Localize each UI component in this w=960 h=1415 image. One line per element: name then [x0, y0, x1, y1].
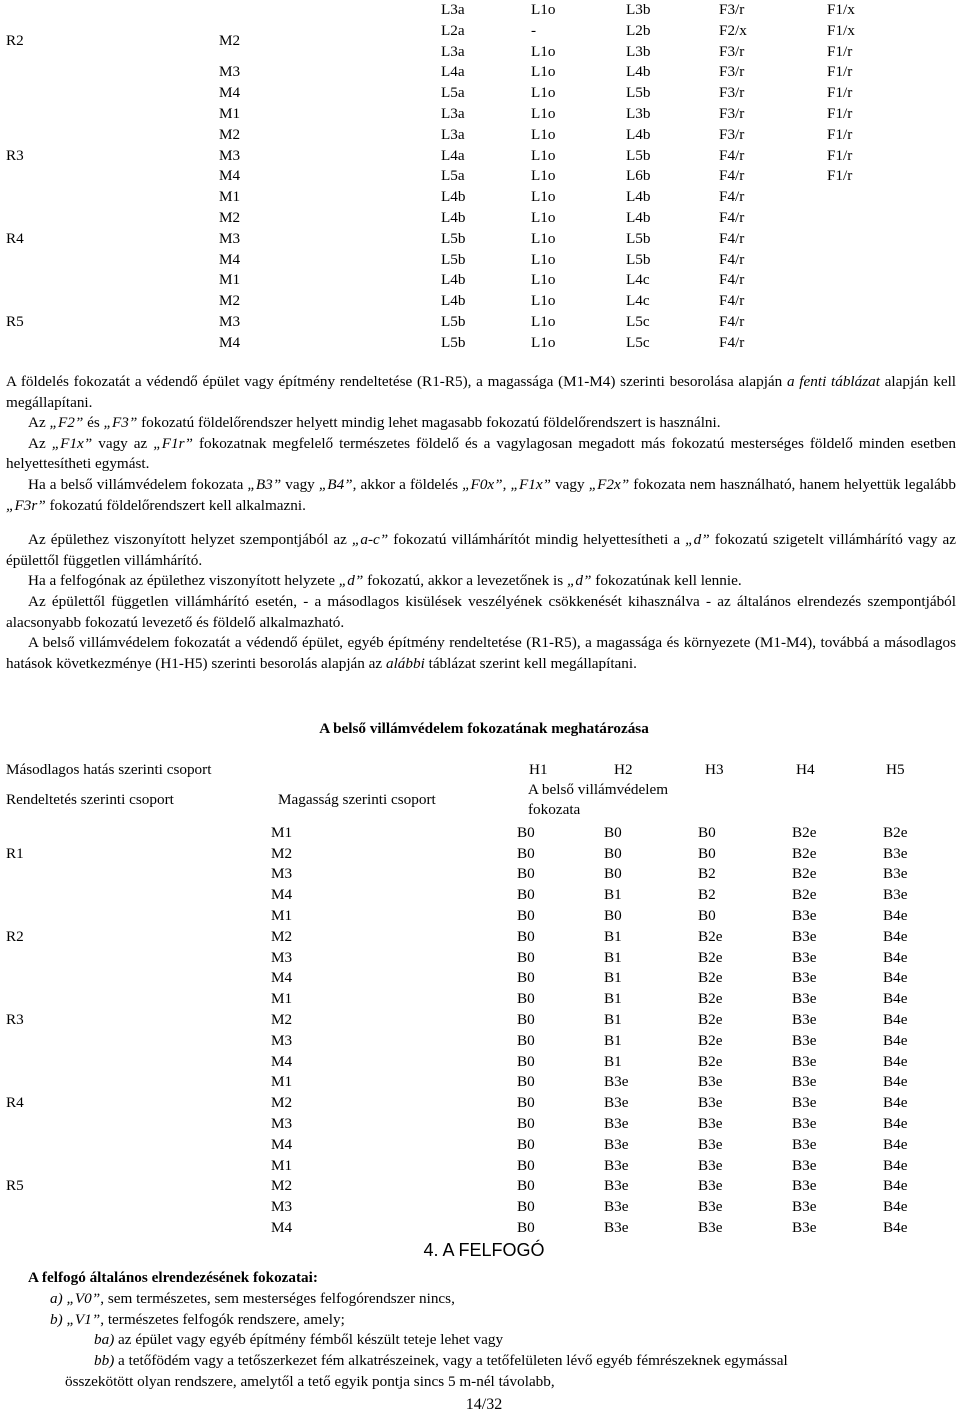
table2-cell: B2e	[792, 823, 817, 841]
receiver-section	[28, 1268, 948, 1393]
header-h2: H2	[614, 761, 633, 778]
table2-cell: B0	[517, 1094, 535, 1112]
table2-cell: B3e	[698, 1073, 723, 1091]
table1-cell: F1/r	[827, 63, 853, 81]
para-grounding-level: A földelés fokozatát a védendő épület vagy építmény rendeltetése (R1-R5), a magassága (M1-M4) szerinti besorolása alapján a fenti táblázat alapján kell megállapítani.	[6, 373, 957, 411]
table1-cell: L1o	[531, 312, 556, 330]
table1-cell: L4b	[626, 208, 651, 226]
table2-cell: B3e	[604, 1094, 629, 1112]
table1-cell: F1/r	[827, 84, 853, 102]
table1-cell: L5a	[441, 84, 465, 102]
table2-cell: B2e	[698, 927, 723, 945]
table2-row	[0, 927, 960, 948]
table1-row	[0, 312, 960, 333]
table2-cell: B1	[604, 969, 622, 987]
table2-cell: M1	[271, 1156, 293, 1174]
table1-row	[0, 270, 960, 291]
table1-row	[0, 42, 960, 63]
table2-cell: B2	[698, 865, 716, 883]
table1-height-label-m2: M2	[219, 32, 241, 49]
table2-cell: B0	[517, 1198, 535, 1216]
table2-row	[0, 1218, 960, 1239]
table1-cell: F3/r	[719, 63, 745, 81]
table1-cell: M2	[219, 292, 241, 310]
table2-cell: B4e	[883, 927, 908, 945]
table1-row	[0, 146, 960, 167]
table2-cell: M4	[271, 1052, 293, 1070]
table1-cell: F4/r	[719, 188, 745, 206]
table2-cell: B0	[517, 1073, 535, 1091]
table1-row	[0, 166, 960, 187]
table2-header-row-2	[0, 781, 960, 823]
table2-cell: B4e	[883, 990, 908, 1008]
table2-row	[0, 885, 960, 906]
table2-cell: B4e	[883, 1052, 908, 1070]
table2-cell: B0	[517, 1177, 535, 1195]
table1-cell: F1/r	[827, 42, 853, 60]
table2-cell: B3e	[698, 1114, 723, 1132]
table2-header-row-1	[0, 760, 960, 781]
table1-cell: L1o	[531, 1, 556, 18]
table1-cell: L1o	[531, 292, 556, 310]
table1-cell: F4/r	[719, 167, 745, 185]
table1-cell: R5	[6, 312, 24, 330]
table1-cell: M3	[219, 312, 241, 330]
table2-cell: R1	[6, 844, 24, 862]
table2-cell: B4e	[883, 906, 908, 924]
table1-row	[0, 229, 960, 250]
table2-cell: B3e	[604, 1177, 629, 1195]
table2-cell: B2e	[698, 1031, 723, 1049]
table2-cell: M2	[271, 1177, 293, 1195]
table1-cell: F4/r	[719, 229, 745, 247]
table2-cell: B0	[517, 927, 535, 945]
table1-cell: L5b	[626, 146, 651, 164]
table2-cell: R5	[6, 1177, 24, 1195]
table2-cell: M3	[271, 1114, 293, 1132]
table1-cell: L3a	[441, 1, 465, 18]
table1-cell: L2b	[626, 21, 651, 39]
table2-cell: B3e	[698, 1135, 723, 1153]
table2-cell: B3e	[604, 1135, 629, 1153]
table2-cell: B0	[517, 906, 535, 924]
table1-cell: F4/r	[719, 312, 745, 330]
table2-cell: B3e	[883, 844, 908, 862]
table2-cell: B3e	[792, 1052, 817, 1070]
table1-cell: F3/r	[719, 42, 745, 60]
table2-cell: M2	[271, 1010, 293, 1028]
table2-row	[0, 989, 960, 1010]
table1-row	[0, 83, 960, 104]
table2-cell: B0	[604, 823, 622, 841]
table2-row	[0, 1010, 960, 1031]
table1-cell: L4a	[441, 63, 465, 81]
table1-cell: L5b	[626, 229, 651, 247]
header-height-group: Magasság szerinti csoport	[278, 790, 436, 808]
table1-cell: L1o	[531, 42, 556, 60]
table1-cell: F4/r	[719, 292, 745, 310]
item-b: b) „V1”, természetes felfogók rendszere, amely;	[50, 1310, 345, 1328]
para-b3-b4: Ha a belső villámvédelem fokozata „B3” vagy „B4”, akkor a földelés „F0x”, „F1x” vagy „F2x” fokozata nem használható, hanem helyettük legalább „F3r” fokozatú földelőrendszert kell alkalmazni.	[6, 475, 956, 514]
table2-cell: B0	[517, 969, 535, 987]
table2-cell: R3	[6, 1010, 24, 1028]
table2-row	[0, 1031, 960, 1052]
table2-cell: B3e	[792, 969, 817, 987]
header-h1: H1	[529, 761, 548, 778]
table2-cell: B3e	[792, 927, 817, 945]
table1-cell: L3a	[441, 42, 465, 60]
table1-cell: L1o	[531, 250, 556, 268]
table2-cell: B3e	[792, 948, 817, 966]
table2-row	[0, 1114, 960, 1135]
table2-cell: B0	[698, 823, 716, 841]
table2-cell: B0	[604, 906, 622, 924]
table2-cell: M2	[271, 844, 293, 862]
table2-cell: B3e	[792, 1073, 817, 1091]
table2-cell: B1	[604, 1010, 622, 1028]
table2-cell: B1	[604, 1052, 622, 1070]
table2-cell: M1	[271, 990, 293, 1008]
table2-title: A belső villámvédelem fokozatának meghatározása	[319, 720, 649, 737]
header-level-line1: A belső villámvédelem	[528, 780, 669, 798]
table1-cell: L4b	[441, 188, 466, 206]
table2-body	[0, 823, 960, 1239]
table2-cell: M3	[271, 948, 293, 966]
table2-cell: B4e	[883, 1073, 908, 1091]
header-purpose-group: Rendeltetés szerinti csoport	[6, 790, 174, 808]
table1-cell: L1o	[531, 188, 556, 206]
table2-row	[0, 968, 960, 989]
table2-cell: B0	[698, 906, 716, 924]
table2-cell: R2	[6, 927, 24, 945]
table1-row	[0, 104, 960, 125]
table1-cell: L4b	[626, 188, 651, 206]
table2-cell: B3e	[792, 1031, 817, 1049]
table1-cell: L4a	[441, 146, 465, 164]
table2-cell: B0	[517, 886, 535, 904]
para-f1x-f1r: Az „F1x” vagy az „F1r” fokozatnak megfelelő természetes földelő és a vagylagosan megadott más fokozatú mesterséges földelő minden esetben helyettesítheti egymást.	[6, 434, 956, 473]
table2-cell: M1	[271, 906, 293, 924]
paragraphs-grounding	[6, 372, 956, 674]
table1-cell: F3/r	[719, 104, 745, 122]
table1-cell: L5b	[441, 229, 466, 247]
table2-cell: M4	[271, 1218, 293, 1236]
para-f2-f3: Az „F2” és „F3” fokozatú földelőrendszer helyett mindig lehet magasabb fokozatú földelőrendszert is használni.	[28, 414, 721, 432]
table1-cell: L3b	[626, 1, 651, 18]
table1-row	[0, 208, 960, 229]
table1-cell: M1	[219, 188, 241, 206]
section-heading: 4. A FELFOGÓ	[423, 1240, 545, 1260]
table2-cell: B1	[604, 1031, 622, 1049]
table2-cell: B0	[604, 844, 622, 862]
table2-cell: B3e	[792, 1094, 817, 1112]
table2-cell: M1	[271, 1073, 293, 1091]
table1-cell: L4b	[441, 292, 466, 310]
table1-cell: M4	[219, 250, 241, 268]
table2-cell: B3e	[792, 1177, 817, 1195]
table2-cell: B4e	[883, 969, 908, 987]
table2-cell: B0	[517, 865, 535, 883]
table1-cell: L5b	[626, 250, 651, 268]
table1-cell: M2	[219, 125, 241, 143]
table2-cell: B1	[604, 948, 622, 966]
table1-cell: -	[531, 21, 537, 39]
table1-row	[0, 125, 960, 146]
table1-cell: F4/r	[719, 333, 745, 351]
table2-cell: B0	[517, 1010, 535, 1028]
table1-cell: L1o	[531, 84, 556, 102]
table2-cell: B3e	[792, 1135, 817, 1153]
table1-cell: L3a	[441, 125, 465, 143]
table1-row	[0, 62, 960, 83]
table2-cell: B0	[517, 1135, 535, 1153]
table1-cell: L5b	[441, 333, 466, 351]
table1-cell: L1o	[531, 271, 556, 289]
table2-cell: B2e	[698, 1052, 723, 1070]
table1-cell: M3	[219, 63, 241, 81]
header-secondary-effect: Másodlagos hatás szerinti csoport	[6, 761, 212, 778]
table2-row	[0, 844, 960, 865]
table1-cell: M4	[219, 333, 241, 351]
item-bb: bb) a tetőfödém vagy a tetőszerkezet fém alkatrészeinek, vagy a tetőfelületen lévő egyéb fémrészeknek egymással	[94, 1352, 788, 1370]
table1-cell: L1o	[531, 146, 556, 164]
table2-row	[0, 864, 960, 885]
table2-row	[0, 1156, 960, 1177]
table2-cell: B3e	[883, 886, 908, 904]
table1-cell: L4b	[626, 125, 651, 143]
table2-cell: B0	[517, 1156, 535, 1174]
table1-cell: F1/r	[827, 146, 853, 164]
table1-group-label-r2: R2	[6, 32, 24, 49]
item-bb-continued: összekötött olyan rendszere, amelytől a tető egyik pontja sincs 5 m-nél távolabb,	[65, 1372, 555, 1390]
para-internal-protection: A belső villámvédelem fokozatát a védendő épület, egyéb építmény rendeltetése (R1-R5), a magassága és környezete (M1-M4), továbbá a másodlagos hatások következménye (H1-H5) szerinti besorolás alapján az alábbi táblázat szerint kell megállapítani.	[6, 634, 956, 672]
table2-cell: B3e	[792, 906, 817, 924]
header-h3: H3	[705, 761, 724, 778]
table1-cell: L1o	[531, 208, 556, 226]
table1-cell: L5b	[441, 250, 466, 268]
table2-cell: B4e	[883, 1010, 908, 1028]
table2-row	[0, 1197, 960, 1218]
table2-cell: M2	[271, 927, 293, 945]
table2-row	[0, 948, 960, 969]
table2-cell: B0	[517, 1052, 535, 1070]
table1-cell: F3/r	[719, 84, 745, 102]
table1-cell: L2a	[441, 21, 465, 39]
table1-row	[0, 333, 960, 354]
table1-cell: M1	[219, 104, 241, 122]
table1-cell: M4	[219, 84, 241, 102]
table2-row	[0, 1093, 960, 1114]
table1-cell: F1/x	[827, 21, 855, 39]
item-ba: ba) az épület vagy egyéb építmény fémből készült teteje lehet vagy	[94, 1331, 504, 1349]
table1-cell: L5b	[441, 312, 466, 330]
table2-cell: B2e	[792, 844, 817, 862]
table2-cell: B3e	[792, 1198, 817, 1216]
table1-cell: R4	[6, 229, 24, 247]
table1-cell: F3/r	[719, 125, 745, 143]
table2-cell: M3	[271, 865, 293, 883]
table2-cell: B4e	[883, 1156, 908, 1174]
table1-cell: L1o	[531, 229, 556, 247]
table2-cell: B4e	[883, 1114, 908, 1132]
table2-cell: B3e	[792, 1010, 817, 1028]
header-h4: H4	[796, 761, 815, 778]
table2-row	[0, 1052, 960, 1073]
table2-cell: B1	[604, 990, 622, 1008]
table2-row	[0, 906, 960, 927]
table1-cell: M2	[219, 208, 241, 226]
table2-cell: B0	[517, 1114, 535, 1132]
table2-cell: B3e	[698, 1198, 723, 1216]
table1-cell: F1/x	[827, 1, 855, 18]
table1-cell: L5b	[626, 84, 651, 102]
table1-cell: L4b	[441, 208, 466, 226]
table1-row	[0, 291, 960, 312]
table2-cell: B0	[517, 1218, 535, 1236]
table1-cell: M3	[219, 229, 241, 247]
table2-cell: B4e	[883, 1135, 908, 1153]
header-level-line2: fokozata	[528, 800, 581, 818]
table2-cell: B4e	[883, 1094, 908, 1112]
table2-cell: B4e	[883, 948, 908, 966]
table1-cell: F4/r	[719, 208, 745, 226]
table2-cell: B2e	[698, 990, 723, 1008]
table1-cell: M1	[219, 271, 241, 289]
table2-cell: B2	[698, 886, 716, 904]
para-independent: Az épülettől független villámhárító esetén, - a másodlagos kisülések veszélyének csökkenését kihasználva - az általános elrendezés szempontjából alacsonyabb fokozatú levezető és földelő alkalmazható.	[6, 592, 956, 631]
table2-cell: M3	[271, 1198, 293, 1216]
table1-cell: L1o	[531, 63, 556, 81]
table2-cell: B3e	[792, 1114, 817, 1132]
table2-cell: M2	[271, 1094, 293, 1112]
table1-cell: L1o	[531, 333, 556, 351]
table2-cell: B1	[604, 886, 622, 904]
table2-cell: B0	[604, 865, 622, 883]
table1-cell: L4c	[626, 292, 650, 310]
table1-cell: L1o	[531, 104, 556, 122]
table1-cell: L1o	[531, 167, 556, 185]
table2-cell: B2e	[698, 969, 723, 987]
receiver-subheading: A felfogó általános elrendezésének fokozatai:	[28, 1269, 318, 1286]
table1-row	[0, 187, 960, 208]
table1-cell: L6b	[626, 167, 651, 185]
table2-cell: B4e	[883, 1031, 908, 1049]
table1-row	[0, 21, 960, 42]
table2-cell: B3e	[604, 1218, 629, 1236]
table2-cell: B3e	[792, 1218, 817, 1236]
para-position: Az épülethez viszonyított helyzet szempontjából az „a-c” fokozatú villámhárítót mindig helyettesítheti a „d” fokozatú szigetelt villámhárító vagy az épülettől független villámhárító.	[6, 531, 956, 569]
table1-cell: L5c	[626, 333, 650, 351]
table2-row	[0, 1072, 960, 1093]
table1-cell: F1/r	[827, 125, 853, 143]
table2-cell: M4	[271, 886, 293, 904]
table1-cell: F4/r	[719, 271, 745, 289]
table1-cell: L3a	[441, 104, 465, 122]
grounding-level-table	[0, 0, 960, 354]
table2-cell: B3e	[792, 990, 817, 1008]
table1-cell: F1/r	[827, 167, 853, 185]
table2-cell: B0	[698, 844, 716, 862]
table2-cell: B3e	[604, 1156, 629, 1174]
table2-row	[0, 1135, 960, 1156]
table1-cell: F2/x	[719, 21, 747, 39]
para-receiver-position: Ha a felfogónak az épülethez viszonyított helyzete „d” fokozatú, akkor a levezetőnek is „d” fokozatúnak kell lennie.	[28, 572, 742, 590]
table1-cell: L1o	[531, 125, 556, 143]
table1-cell: F1/r	[827, 104, 853, 122]
table1-cell: L4c	[626, 271, 650, 289]
table1-cell: R3	[6, 146, 24, 164]
table1-row	[0, 250, 960, 271]
table2-cell: B1	[604, 927, 622, 945]
page-number: 14/32	[465, 1396, 503, 1413]
table2-cell: B3e	[604, 1114, 629, 1132]
table2-cell: B3e	[883, 865, 908, 883]
table2-cell: B3e	[698, 1218, 723, 1236]
table2-cell: B0	[517, 948, 535, 966]
table1-cell: L4b	[441, 271, 466, 289]
table2-cell: B2e	[698, 948, 723, 966]
internal-protection-table	[0, 760, 960, 1239]
item-a: a) „V0”, sem természetes, sem mesterséges felfogórendszer nincs,	[50, 1289, 455, 1307]
table1-cell: M4	[219, 167, 241, 185]
table2-cell: B3e	[792, 1156, 817, 1174]
table1-cell: L3b	[626, 42, 651, 60]
table2-cell: B0	[517, 990, 535, 1008]
table2-cell: B3e	[604, 1073, 629, 1091]
table2-cell: B2e	[698, 1010, 723, 1028]
table2-cell: M3	[271, 1031, 293, 1049]
header-h5: H5	[886, 761, 905, 778]
table2-cell: M1	[271, 823, 293, 841]
table2-cell: B3e	[698, 1156, 723, 1174]
table1-cell: F4/r	[719, 250, 745, 268]
table2-cell: B4e	[883, 1177, 908, 1195]
table1-cell: L4b	[626, 63, 651, 81]
table2-cell: B3e	[698, 1177, 723, 1195]
table1-cell: M3	[219, 146, 241, 164]
table2-cell: R4	[6, 1094, 24, 1112]
table1-cell: L5c	[626, 312, 650, 330]
table2-cell: B0	[517, 844, 535, 862]
table2-cell: B3e	[604, 1198, 629, 1216]
table2-row	[0, 823, 960, 844]
table1-row	[0, 0, 960, 21]
table2-cell: M4	[271, 969, 293, 987]
table2-cell: B2e	[883, 823, 908, 841]
table2-cell: M4	[271, 1135, 293, 1153]
table2-row	[0, 1176, 960, 1197]
table1-cell: F3/r	[719, 1, 745, 18]
table2-cell: B3e	[698, 1094, 723, 1112]
table1-cell: L5a	[441, 167, 465, 185]
table2-cell: B2e	[792, 886, 817, 904]
table2-cell: B4e	[883, 1198, 908, 1216]
table1-cell: L3b	[626, 104, 651, 122]
table1-cell: F4/r	[719, 146, 745, 164]
table2-cell: B0	[517, 1031, 535, 1049]
table2-cell: B0	[517, 823, 535, 841]
table2-cell: B4e	[883, 1218, 908, 1236]
table2-cell: B2e	[792, 865, 817, 883]
